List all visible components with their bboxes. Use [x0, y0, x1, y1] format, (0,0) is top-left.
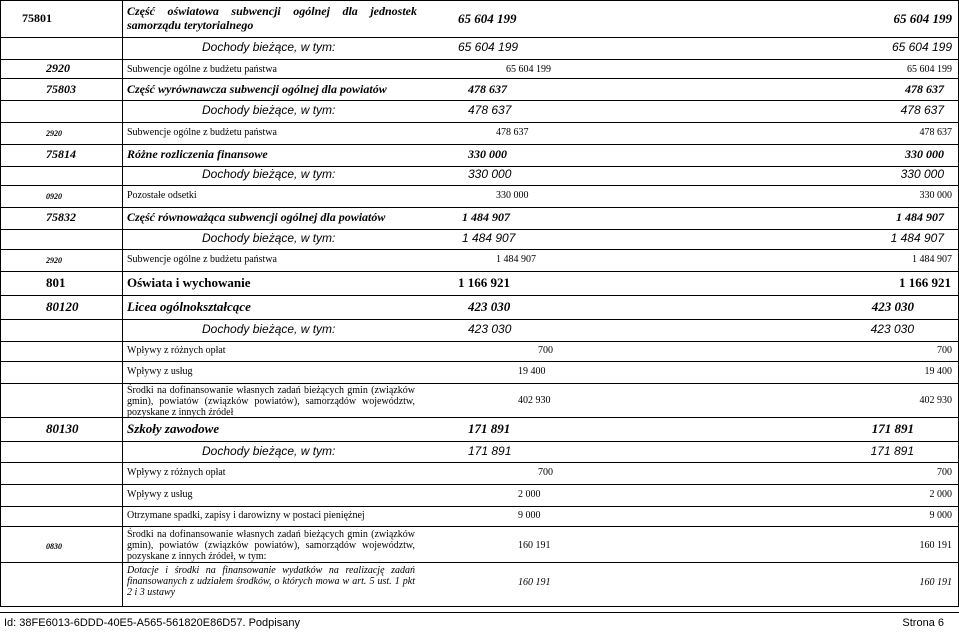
total-amount: 9 000: [929, 510, 952, 521]
plan-amount: 423 030: [468, 322, 512, 336]
item-name: Dotacje i środki na finansowanie wydatków na realizację zadań finansowanych z udziałem środków, o których mowa w art. 5 ust. 1 pkt 2 i 3 ustawy: [127, 565, 415, 598]
plan-amount: 1 484 907: [462, 210, 510, 224]
total-amount: 171 891: [871, 421, 914, 436]
current-income-label: Dochody bieżące, w tym:: [202, 103, 336, 117]
row-divider: [0, 271, 959, 272]
row-divider: [0, 229, 959, 230]
section-name: Część wyrównawcza subwencji ogólnej dla powiatów: [127, 82, 387, 96]
current-income-label: Dochody bieżące, w tym:: [202, 231, 336, 245]
section-name: Różne rozliczenia finansowe: [127, 147, 268, 161]
plan-amount: 19 400: [518, 366, 546, 377]
plan-amount: 330 000: [468, 167, 512, 181]
plan-amount: 65 604 199: [458, 11, 517, 26]
row-divider: [0, 295, 959, 296]
total-amount: 478 637: [919, 127, 952, 138]
total-amount: 423 030: [871, 299, 914, 314]
plan-amount: 160 191: [518, 577, 551, 588]
plan-amount: 160 191: [518, 540, 551, 551]
row-divider: [0, 506, 959, 507]
chapter-code: 801: [46, 275, 66, 290]
section-name: Część oświatowa subwencji ogólnej dla jednostek samorządu terytorialnego: [127, 4, 417, 32]
paragraph-code: 2920: [46, 129, 62, 138]
plan-amount: 2 000: [518, 489, 541, 500]
plan-amount: 171 891: [468, 444, 512, 458]
page-number: Strona 6: [902, 617, 944, 629]
item-name: Subwencje ogólne z budżetu państwa: [127, 127, 277, 138]
plan-amount: 65 604 199: [506, 64, 551, 75]
row-divider: [0, 341, 959, 342]
row-divider: [0, 144, 959, 145]
row-divider: [0, 562, 959, 563]
plan-amount: 1 166 921: [458, 275, 510, 290]
item-name: Otrzymane spadki, zapisy i darowizny w postaci pieniężnej: [127, 510, 365, 521]
plan-amount: 171 891: [468, 421, 511, 436]
plan-amount: 1 484 907: [496, 254, 536, 265]
section-code: 75803: [46, 82, 76, 96]
section-code: 75814: [46, 147, 76, 161]
total-amount: 423 030: [870, 322, 914, 336]
total-amount: 700: [937, 467, 952, 478]
section-name: Licea ogólnokształcące: [127, 299, 251, 314]
row-divider: [0, 207, 959, 208]
page-footer: [0, 612, 959, 634]
section-code: 75801: [22, 11, 52, 25]
plan-amount: 330 000: [468, 147, 507, 161]
section-code: 80130: [46, 421, 79, 436]
total-amount: 478 637: [900, 103, 944, 117]
row-divider: [0, 37, 959, 38]
total-amount: 160 191: [919, 577, 952, 588]
total-amount: 330 000: [905, 147, 944, 161]
item-name: Subwencje ogólne z budżetu państwa: [127, 64, 277, 75]
total-amount: 330 000: [900, 167, 944, 181]
row-divider: [0, 122, 959, 123]
paragraph-code: 2920: [46, 256, 62, 265]
total-amount: 1 484 907: [912, 254, 952, 265]
current-income-label: Dochody bieżące, w tym:: [202, 40, 336, 54]
document-id: Id: 38FE6013-6DDD-40E5-A565-561820E86D57. Podpisany: [4, 617, 300, 629]
item-name: Środki na dofinansowanie własnych zadań bieżących gmin (związków gmin), powiatów (związków powiatów), samorządów województw, pozyskane z innych źródeł: [127, 385, 415, 418]
paragraph-code: 0920: [46, 192, 62, 201]
total-amount: 171 891: [870, 444, 914, 458]
current-income-label: Dochody bieżące, w tym:: [202, 322, 336, 336]
item-name: Środki na dofinansowanie własnych zadań bieżących gmin (związków gmin), powiatów (związków powiatów), samorządów województw, pozyskane z innych źródeł, w tym:: [127, 529, 415, 562]
total-amount: 2 000: [929, 489, 952, 500]
total-amount: 19 400: [924, 366, 952, 377]
total-amount: 1 166 921: [899, 275, 951, 290]
row-divider: [0, 361, 959, 362]
total-amount: 65 604 199: [893, 11, 952, 26]
row-divider: [0, 484, 959, 485]
total-amount: 700: [937, 345, 952, 356]
section-code: 80120: [46, 299, 79, 314]
total-amount: 65 604 199: [907, 64, 952, 75]
plan-amount: 478 637: [468, 82, 507, 96]
row-divider: [0, 185, 959, 186]
section-name: Część równoważąca subwencji ogólnej dla powiatów: [127, 210, 386, 224]
row-divider: [0, 59, 959, 60]
total-amount: 1 484 907: [890, 231, 944, 245]
total-amount: 478 637: [905, 82, 944, 96]
total-amount: 330 000: [919, 190, 952, 201]
total-amount: 402 930: [919, 395, 952, 406]
current-income-label: Dochody bieżące, w tym:: [202, 444, 336, 458]
plan-amount: 65 604 199: [458, 40, 519, 54]
plan-amount: 330 000: [496, 190, 529, 201]
plan-amount: 700: [538, 467, 553, 478]
row-divider: [0, 0, 959, 1]
item-name: Subwencje ogólne z budżetu państwa: [127, 254, 277, 265]
row-divider: [0, 100, 959, 101]
total-amount: 65 604 199: [891, 40, 952, 54]
item-name: Wpływy z różnych opłat: [127, 345, 226, 356]
chapter-name: Oświata i wychowanie: [127, 275, 251, 290]
row-divider: [0, 441, 959, 442]
paragraph-code: 2920: [46, 61, 70, 75]
row-divider: [0, 383, 959, 384]
plan-amount: 700: [538, 345, 553, 356]
plan-amount: 9 000: [518, 510, 541, 521]
paragraph-code: 0830: [46, 542, 62, 551]
total-amount: 1 484 907: [896, 210, 944, 224]
column-divider: [122, 0, 123, 606]
item-name: Pozostałe odsetki: [127, 190, 197, 201]
column-divider: [0, 0, 1, 606]
section-code: 75832: [46, 210, 76, 224]
plan-amount: 423 030: [468, 299, 511, 314]
plan-amount: 478 637: [496, 127, 529, 138]
row-divider: [0, 78, 959, 79]
item-name: Wpływy z różnych opłat: [127, 467, 226, 478]
plan-amount: 402 930: [518, 395, 551, 406]
row-divider: [0, 606, 959, 607]
row-divider: [0, 249, 959, 250]
row-divider: [0, 462, 959, 463]
plan-amount: 478 637: [468, 103, 512, 117]
section-name: Szkoły zawodowe: [127, 421, 220, 436]
row-divider: [0, 526, 959, 527]
current-income-label: Dochody bieżące, w tym:: [202, 167, 336, 181]
plan-amount: 1 484 907: [462, 231, 516, 245]
total-amount: 160 191: [919, 540, 952, 551]
row-divider: [0, 319, 959, 320]
footer-rule: [0, 612, 959, 613]
item-name: Wpływy z usług: [127, 489, 193, 500]
item-name: Wpływy z usług: [127, 366, 193, 377]
